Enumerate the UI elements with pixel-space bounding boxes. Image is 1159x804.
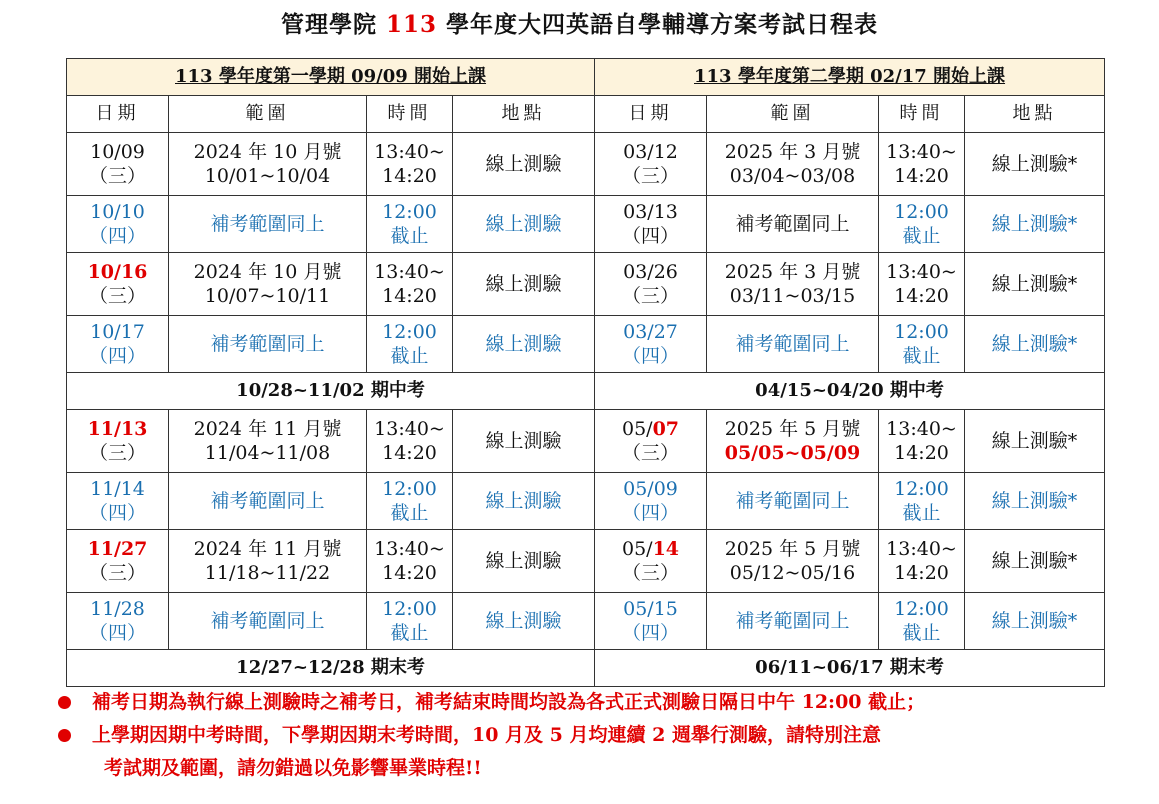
table-row <box>67 410 595 473</box>
range-cell: 補考範圍同上 <box>169 196 367 253</box>
time-cell: 12:00 截止 <box>879 473 965 530</box>
place-cell: 線上測驗* <box>965 593 1105 650</box>
time-cell: 12:00 截止 <box>879 196 965 253</box>
table-row <box>67 473 595 530</box>
range-cell: 2024 年 10 月號 10/01~10/04 <box>169 133 367 196</box>
second-semester-table <box>594 58 1105 687</box>
date-cell: 03/13 （四） <box>595 196 707 253</box>
date-cell: 10/17 （四） <box>67 316 169 373</box>
range-cell: 2024 年 11 月號 11/18~11/22 <box>169 530 367 593</box>
semester-header: 113 學年度第二學期 02/17 開始上課 <box>595 59 1105 96</box>
time-cell: 12:00 截止 <box>367 316 453 373</box>
place-cell: 線上測驗 <box>453 410 595 473</box>
date-cell: 11/13 （三） <box>67 410 169 473</box>
date-cell: 10/10 （四） <box>67 196 169 253</box>
time-cell: 13:40~ 14:20 <box>367 253 453 316</box>
col-time: 時間 <box>879 96 965 133</box>
time-cell: 13:40~ 14:20 <box>367 410 453 473</box>
place-cell: 線上測驗* <box>965 253 1105 316</box>
col-time: 時間 <box>367 96 453 133</box>
date-cell: 11/27 （三） <box>67 530 169 593</box>
time-cell: 13:40~ 14:20 <box>367 133 453 196</box>
place-cell: 線上測驗 <box>453 253 595 316</box>
date-cell: 05/14 （三） <box>595 530 707 593</box>
note-item: 補考日期為執行線上測驗時之補考日，補考結束時間均設為各式正式測驗日隔日中午 12:00 截止； <box>56 686 1156 719</box>
range-cell: 補考範圍同上 <box>707 473 879 530</box>
place-cell: 線上測驗 <box>453 530 595 593</box>
range-cell: 補考範圍同上 <box>707 593 879 650</box>
col-date: 日期 <box>67 96 169 133</box>
table-row <box>595 410 1105 473</box>
range-cell: 補考範圍同上 <box>169 593 367 650</box>
col-date: 日期 <box>595 96 707 133</box>
col-range: 範圍 <box>169 96 367 133</box>
table-row <box>67 316 595 373</box>
table-row <box>595 473 1105 530</box>
table-row <box>67 530 595 593</box>
table-row <box>67 593 595 650</box>
time-cell: 13:40~ 14:20 <box>879 410 965 473</box>
range-cell: 2025 年 3 月號 03/04~03/08 <box>707 133 879 196</box>
range-cell: 補考範圍同上 <box>707 196 879 253</box>
range-cell: 補考範圍同上 <box>707 316 879 373</box>
table-row <box>595 593 1105 650</box>
place-cell: 線上測驗 <box>453 473 595 530</box>
range-cell: 補考範圍同上 <box>169 473 367 530</box>
table-row <box>595 133 1105 196</box>
range-cell: 2025 年 5 月號 05/05~05/09 <box>707 410 879 473</box>
time-cell: 13:40~ 14:20 <box>879 530 965 593</box>
time-cell: 13:40~ 14:20 <box>879 133 965 196</box>
place-cell: 線上測驗* <box>965 410 1105 473</box>
time-cell: 12:00 截止 <box>367 473 453 530</box>
midterm-exam: 10/28~11/02 期中考 <box>67 373 595 410</box>
table-row <box>595 530 1105 593</box>
col-place: 地點 <box>453 96 595 133</box>
range-cell: 2024 年 11 月號 11/04~11/08 <box>169 410 367 473</box>
note-item: 上學期因期中考時間，下學期因期末考時間，10 月及 5 月均連續 2 週舉行測驗，請特別注意 <box>56 719 1156 752</box>
midterm-exam: 04/15~04/20 期中考 <box>595 373 1105 410</box>
col-place: 地點 <box>965 96 1105 133</box>
place-cell: 線上測驗 <box>453 593 595 650</box>
range-cell: 2025 年 3 月號 03/11~03/15 <box>707 253 879 316</box>
date-cell: 03/12 （三） <box>595 133 707 196</box>
page-title: 管理學院 113 學年度大四英語自學輔導方案考試日程表 <box>280 11 879 38</box>
place-cell: 線上測驗* <box>965 473 1105 530</box>
bullet-icon <box>58 729 71 742</box>
date-cell: 11/14 （四） <box>67 473 169 530</box>
final-exam: 12/27~12/28 期末考 <box>67 650 595 687</box>
bullet-icon <box>58 696 71 709</box>
semester-header: 113 學年度第一學期 09/09 開始上課 <box>67 59 595 96</box>
table-row <box>67 253 595 316</box>
time-cell: 12:00 截止 <box>367 593 453 650</box>
date-cell: 03/26 （三） <box>595 253 707 316</box>
place-cell: 線上測驗 <box>453 196 595 253</box>
table-row <box>67 133 595 196</box>
date-cell: 11/28 （四） <box>67 593 169 650</box>
notes-section <box>56 686 1156 785</box>
table-row <box>595 316 1105 373</box>
date-cell: 10/09 （三） <box>67 133 169 196</box>
table-row <box>595 196 1105 253</box>
time-cell: 13:40~ 14:20 <box>367 530 453 593</box>
place-cell: 線上測驗 <box>453 316 595 373</box>
date-cell: 05/07 （三） <box>595 410 707 473</box>
place-cell: 線上測驗 <box>453 133 595 196</box>
date-cell: 10/16 （三） <box>67 253 169 316</box>
first-semester-table <box>66 58 595 687</box>
time-cell: 12:00 截止 <box>879 593 965 650</box>
table-row <box>67 196 595 253</box>
col-range: 範圍 <box>707 96 879 133</box>
table-row <box>595 253 1105 316</box>
range-cell: 2024 年 10 月號 10/07~10/11 <box>169 253 367 316</box>
place-cell: 線上測驗* <box>965 530 1105 593</box>
range-cell: 2025 年 5 月號 05/12~05/16 <box>707 530 879 593</box>
place-cell: 線上測驗* <box>965 196 1105 253</box>
place-cell: 線上測驗* <box>965 133 1105 196</box>
place-cell: 線上測驗* <box>965 316 1105 373</box>
time-cell: 12:00 截止 <box>367 196 453 253</box>
final-exam: 06/11~06/17 期末考 <box>595 650 1105 687</box>
range-cell: 補考範圍同上 <box>169 316 367 373</box>
time-cell: 12:00 截止 <box>879 316 965 373</box>
date-cell: 05/09 （四） <box>595 473 707 530</box>
note-continuation: 考試期及範圍，請勿錯過以免影響畢業時程!! <box>104 757 482 779</box>
time-cell: 13:40~ 14:20 <box>879 253 965 316</box>
date-cell: 03/27 （四） <box>595 316 707 373</box>
date-cell: 05/15 （四） <box>595 593 707 650</box>
